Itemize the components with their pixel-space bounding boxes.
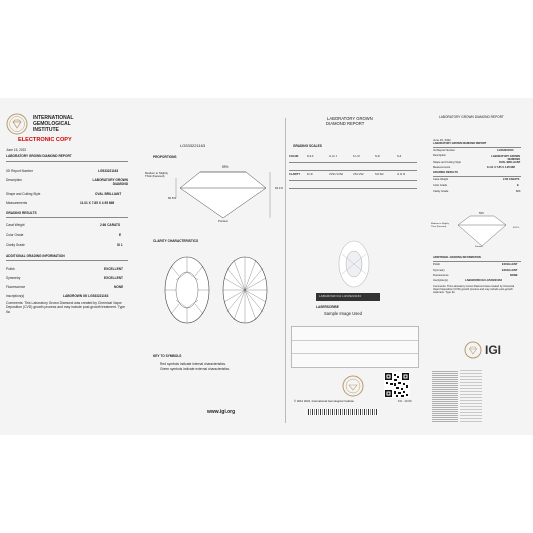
scale-divider: [289, 162, 417, 163]
right-polish-label: Polish: [433, 263, 441, 266]
institute-name-line-2: GEMOLOGICAL: [33, 121, 71, 127]
center-title-line-1: LABORATORY GROWN: [327, 116, 373, 121]
scale-color-5: S-Z: [397, 155, 402, 158]
right-proportions-diagram: [440, 212, 520, 250]
right-symmetry-label: Symmetry: [433, 269, 445, 272]
symbol-table-divider: [292, 353, 418, 354]
clarity-heading: CLARITY CHARACTERISTICS: [153, 239, 199, 243]
inscription-label: Inscription(s): [6, 294, 25, 298]
institute-name-line-3: INSTITUTE: [33, 127, 59, 133]
divider: [6, 217, 128, 218]
right-fluorescence-value: NONE: [510, 274, 518, 277]
right-title: LABORATORY GROWN DIAMOND REPORT: [439, 115, 504, 119]
scale-divider: [289, 170, 417, 171]
scale-clarity-4: SI1 SI2: [375, 173, 384, 176]
footer-url: www.igi.org: [207, 409, 236, 415]
right-symmetry-value: EXCELLENT: [502, 269, 518, 272]
scale-color-4: N-R: [375, 155, 380, 158]
right-color-label: Color Grade: [433, 184, 448, 187]
right-girdle-label: Medium to Slightly Thick (Faceted): [431, 223, 449, 228]
comments-text: Comments: This Laboratory Grown Diamond was created by Chemical Vapor Deposition (CVD) growth process and may include post-growth treatment. Type IIa: [6, 301, 126, 314]
copyright-text: © 2012 2022, International Gemological Institute: [294, 399, 354, 403]
certificate-panel: [0, 98, 533, 435]
right-table-pct: 59%: [479, 212, 484, 215]
girdle-label: Medium to Slightly Thick (Faceted): [145, 171, 168, 179]
right-report-number-label: IGI Report Number: [433, 149, 455, 152]
divider: [433, 176, 521, 177]
report-date: June 15, 2022: [6, 148, 27, 152]
scale-color-3: K L M: [353, 155, 360, 158]
symbol-table: [291, 326, 419, 368]
culet-label: Pointed: [218, 219, 228, 223]
symmetry-value: EXCELLENT: [104, 276, 123, 280]
right-carat-label: Carat Weight: [433, 178, 449, 181]
clarity-plot-crown: [162, 254, 212, 326]
right-report-title: LABORATORY GROWN DIAMOND REPORT: [433, 142, 487, 145]
measurements-label: Measurements: [6, 201, 28, 205]
girdle-pct: 84.5%: [168, 196, 176, 200]
report-number-label: IGI Report Number: [6, 169, 33, 173]
scale-clarity-2: VVS1 VVS2: [329, 173, 343, 176]
left-column: [0, 98, 140, 435]
symmetry-label: Symmetry: [6, 276, 21, 280]
report-title: LABORATORY GROWN DIAMOND REPORT: [6, 154, 72, 158]
key-line-1: Red symbols indicate internal characteristics.: [160, 362, 226, 366]
right-color-value: E: [517, 184, 519, 187]
description-value: LABORATORY GROWN DIAMOND: [92, 178, 128, 186]
right-measurements-label: Measurements: [433, 166, 451, 169]
divider: [6, 260, 128, 261]
igi-seal-icon: [6, 113, 28, 135]
vertical-text-strip: [460, 370, 482, 422]
scales-column: [286, 98, 420, 435]
diamond-photo: [336, 238, 372, 290]
laserscribe-caption: LASERSCRIBE: [316, 305, 339, 309]
carat-value: 2.66 CARATS: [100, 223, 121, 227]
divider: [433, 261, 521, 262]
clarity-grade-value: SI 1: [117, 243, 123, 247]
right-column: [420, 98, 533, 435]
fluorescence-label: Fluorescence: [6, 285, 26, 289]
report-number-value: LG533221163: [98, 169, 119, 173]
symbol-table-divider: [292, 340, 418, 341]
vertical-barcode: [432, 370, 458, 422]
polish-label: Polish: [6, 267, 15, 271]
certificate-seal-icon: [342, 375, 364, 397]
sample-caption: Sample Image Used: [324, 311, 362, 316]
right-carat-value: 2.66 CARATS: [503, 178, 520, 181]
shape-value: OVAL BRILLIANT: [95, 192, 122, 196]
right-shape-label: Shape and Cutting Style: [433, 161, 461, 164]
scale-divider: [289, 180, 417, 181]
right-clarity-value: SI 1: [516, 190, 521, 193]
grading-scale-table: [289, 152, 417, 192]
proportions-heading: PROPORTIONS: [153, 155, 177, 159]
right-grading-heading: GRADING RESULTS: [433, 171, 458, 174]
grading-heading: GRADING RESULTS: [6, 211, 37, 215]
polish-value: EXCELLENT: [104, 267, 123, 271]
right-additional-heading: ADDITIONAL GRADING INFORMATION: [433, 256, 481, 259]
scale-clarity-3: VS1 VS2: [353, 173, 364, 176]
grading-scales-heading: GRADING SCALES: [293, 144, 322, 148]
right-inscription-value: LABGROWN IGI LG533221163: [465, 279, 502, 282]
shape-label: Shape and Cutting Style: [6, 192, 41, 196]
scale-color-2: G H I J: [329, 155, 338, 158]
right-culet-label: Pointed: [475, 246, 483, 248]
form-code: FO - 10.00: [398, 399, 412, 403]
key-heading: KEY TO SYMBOLS: [153, 354, 182, 358]
scale-clarity-5: I1 I2 I3: [397, 173, 405, 176]
igi-logo-text: IGI: [485, 343, 502, 357]
right-report-number-value: LG533221163: [497, 149, 514, 152]
right-measurements-value: 11.01 X 7.85 X 4.95 MM: [487, 166, 515, 169]
additional-heading: ADDITIONAL GRADING INFORMATION: [6, 254, 65, 258]
key-line-2: Green symbols indicate external characteristics.: [160, 367, 230, 371]
fluorescence-value: NONE: [114, 285, 124, 289]
inscription-value: LABGROWN IGI LG533221163: [63, 294, 109, 298]
report-number-header: LG533221163: [180, 143, 206, 148]
right-description-label: Description: [433, 154, 446, 157]
barcode-strip: [308, 409, 378, 415]
clarity-plot-pavilion: [220, 254, 270, 326]
divider: [433, 147, 521, 148]
electronic-copy-label: ELECTRONIC COPY: [18, 137, 72, 143]
qr-code-icon: [384, 372, 410, 398]
right-inscription-label: Inscription(s): [433, 279, 448, 282]
carat-label: Carat Weight: [6, 223, 25, 227]
right-depth-pct: 63.1%: [513, 227, 520, 229]
scale-color-1: D E F: [307, 155, 314, 158]
right-clarity-label: Clarity Grade: [433, 190, 449, 193]
right-fluorescence-label: Fluorescence: [433, 274, 449, 277]
laserscribe-text: LABGROWN IGI LG533221163: [319, 294, 361, 298]
color-grade-value: E: [119, 233, 122, 237]
right-comments-text: Comments: This Laboratory Grown Diamond was created by Chemical Vapor Deposition (CVD) growth process and may include post-growth treatment. Type IIa: [433, 285, 515, 295]
table-pct: 59%: [222, 165, 229, 169]
diagram-column: [140, 98, 285, 435]
center-title-line-2: DIAMOND REPORT: [326, 121, 365, 126]
scale-divider: [289, 188, 417, 189]
color-grade-label: Color Grade: [6, 233, 24, 237]
scale-color-label: COLOR: [289, 155, 299, 158]
divider: [6, 161, 128, 162]
measurements-value: 11.01 X 7.85 X 4.95 MM: [80, 201, 115, 205]
institute-name-line-1: INTERNATIONAL: [33, 115, 74, 121]
right-shape-value: OVAL BRILLIANT: [499, 161, 521, 164]
clarity-grade-label: Clarity Grade: [6, 243, 25, 247]
right-date: June 15, 2022: [433, 138, 451, 142]
description-label: Description: [6, 178, 22, 182]
depth-pct: 63.1%: [275, 186, 283, 190]
igi-logo-icon: [464, 341, 482, 359]
scale-clarity-label: CLARITY: [289, 173, 301, 176]
right-description-value: LABORATORY GROWN DIAMOND: [491, 155, 520, 162]
scale-clarity-1: FL IF: [307, 173, 313, 176]
right-polish-value: EXCELLENT: [502, 263, 518, 266]
